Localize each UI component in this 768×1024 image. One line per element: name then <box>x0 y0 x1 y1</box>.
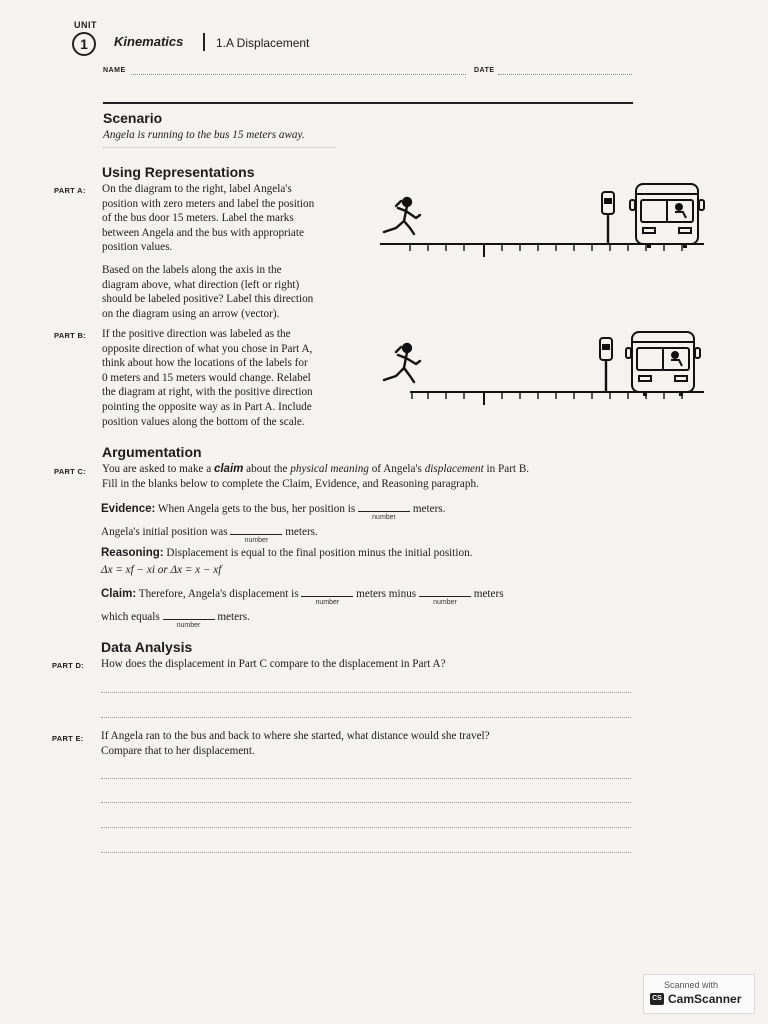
evidence-final-blank[interactable] <box>358 500 410 521</box>
argumentation-heading: Argumentation <box>102 444 202 460</box>
part-a-label: PART A: <box>54 186 86 195</box>
meters-text: meters <box>470 588 504 600</box>
bus-stop-sign <box>602 192 614 244</box>
claim-text: Therefore, Angela's displacement is <box>136 588 302 600</box>
blank-caption: number <box>315 599 340 606</box>
text-run: of Angela's <box>368 463 425 475</box>
date-label: DATE <box>474 67 495 74</box>
watermark-caption: Scanned with <box>664 980 719 990</box>
evidence-line <box>101 500 661 521</box>
axis-ticks <box>410 244 682 257</box>
text-run: about the <box>243 463 291 475</box>
part-a-text <box>102 182 362 255</box>
meters-minus-text: meters minus <box>353 588 419 600</box>
blank-caption: number <box>433 599 457 606</box>
runner-figure <box>384 344 420 382</box>
meters-text: meters. <box>214 611 250 623</box>
part-b-line: opposite direction of what you chose in Part A, <box>102 342 313 355</box>
camscanner-logo-icon: CS <box>650 993 664 1005</box>
scenario-text: Angela is running to the bus 15 meters away. <box>103 129 305 141</box>
answer-line-d-2[interactable] <box>101 717 631 718</box>
name-label: NAME <box>103 67 126 74</box>
part-d-label: PART D: <box>52 661 84 670</box>
part-a2-line: Based on the labels along the axis in the <box>102 264 282 276</box>
unit-label: UNIT <box>74 20 97 30</box>
part-e-line: If Angela ran to the bus and back to where she started, what distance would she travel? <box>101 730 490 742</box>
part-e-text <box>101 729 661 758</box>
physical-meaning-term: physical meaning <box>290 463 369 475</box>
unit-number: 1 <box>72 32 96 56</box>
part-b-text <box>102 327 367 429</box>
part-b-line: the diagram at right, with the positive direction <box>102 386 313 399</box>
claim-line <box>101 585 661 606</box>
part-b-line: think about how the locations of the labels for <box>102 357 308 370</box>
answer-line-e-2[interactable] <box>101 802 631 803</box>
blank-caption: number <box>176 622 201 629</box>
diagram-b[interactable] <box>374 322 708 410</box>
displacement-term: displacement <box>424 463 484 475</box>
claim-term: claim <box>213 463 244 475</box>
displacement-formula: Δx = xf − xi or Δx = x − xf <box>101 564 222 576</box>
claim-result-blank[interactable] <box>163 608 215 629</box>
part-a2-line: on the diagram using an arrow (vector). <box>102 307 280 320</box>
scenario-divider <box>103 147 335 148</box>
initial-position-line <box>101 523 661 544</box>
runner-figure <box>384 198 420 234</box>
lesson-title: 1.A Displacement <box>216 36 310 50</box>
reasoning-keyword: Reasoning: <box>101 547 164 559</box>
unit-title: Kinematics <box>114 34 184 49</box>
bus-stop-sign <box>600 338 612 392</box>
which-equals-line <box>101 608 661 629</box>
part-e-label: PART E: <box>52 734 84 743</box>
axis-ticks <box>412 392 682 405</box>
meters-text: meters. <box>282 526 318 538</box>
evidence-text: When Angela gets to the bus, her position is <box>155 503 359 515</box>
answer-line-d-1[interactable] <box>101 692 631 693</box>
part-a-direction-text <box>102 263 362 321</box>
which-equals-text: which equals <box>101 611 163 623</box>
date-field[interactable] <box>498 74 632 75</box>
part-c-line-1 <box>102 462 662 477</box>
reasoning-text: Displacement is equal to the final position minus the initial position. <box>163 547 473 559</box>
answer-line-e-3[interactable] <box>101 827 631 828</box>
text-run: You are asked to make a <box>102 463 214 475</box>
claim-keyword: Claim: <box>101 588 137 600</box>
initial-text: Angela's initial position was <box>101 526 231 538</box>
bus-icon <box>626 332 700 396</box>
part-a-line: On the diagram to the right, label Angela's <box>102 183 292 195</box>
scenario-heading: Scenario <box>103 110 163 126</box>
claim-blank-1[interactable] <box>301 585 353 606</box>
header-rule <box>103 102 633 104</box>
answer-line-e-4[interactable] <box>101 852 631 853</box>
title-divider <box>203 33 205 51</box>
data-analysis-heading: Data Analysis <box>101 639 193 655</box>
name-field[interactable] <box>131 74 466 75</box>
part-b-label: PART B: <box>54 331 86 340</box>
part-b-line: pointing the opposite way as in Part A. Include <box>102 400 312 413</box>
part-b-line: If the positive direction was labeled as the <box>102 328 291 340</box>
part-a-line: position values. <box>102 241 173 254</box>
bus-icon <box>630 184 704 248</box>
part-c-intro <box>102 462 662 491</box>
part-c-line-2: Fill in the blanks below to complete the Claim, Evidence, and Reasoning paragraph. <box>102 477 479 490</box>
evidence-initial-blank[interactable] <box>230 523 282 544</box>
part-d-text: How does the displacement in Part C compare to the displacement in Part A? <box>101 658 446 670</box>
part-a-line: between Angela and the bus with appropriate <box>102 226 304 239</box>
diagram-a[interactable] <box>374 178 708 262</box>
answer-line-e-1[interactable] <box>101 778 631 779</box>
text-run: in Part B. <box>483 463 530 475</box>
part-e-line: Compare that to her displacement. <box>101 744 255 757</box>
part-c-label: PART C: <box>54 467 86 476</box>
part-a2-line: diagram above, what direction (left or right) <box>102 278 300 291</box>
part-a2-line: should be labeled positive? Label this direction <box>102 293 314 306</box>
meters-text: meters. <box>410 503 446 515</box>
representations-heading: Using Representations <box>102 164 255 180</box>
reasoning-line <box>101 546 661 561</box>
part-b-line: 0 meters and 15 meters would change. Relabel <box>102 371 311 384</box>
claim-blank-2[interactable] <box>419 585 471 606</box>
blank-caption: number <box>372 514 396 521</box>
blank-caption: number <box>244 537 269 544</box>
part-b-line: position values along the bottom of the scale. <box>102 415 305 428</box>
evidence-keyword: Evidence: <box>101 503 156 515</box>
watermark-brand: CamScanner <box>668 992 742 1006</box>
part-a-line: position with zero meters and label the position <box>102 197 315 210</box>
part-a-line: of the bus door 15 meters. Label the marks <box>102 212 294 225</box>
